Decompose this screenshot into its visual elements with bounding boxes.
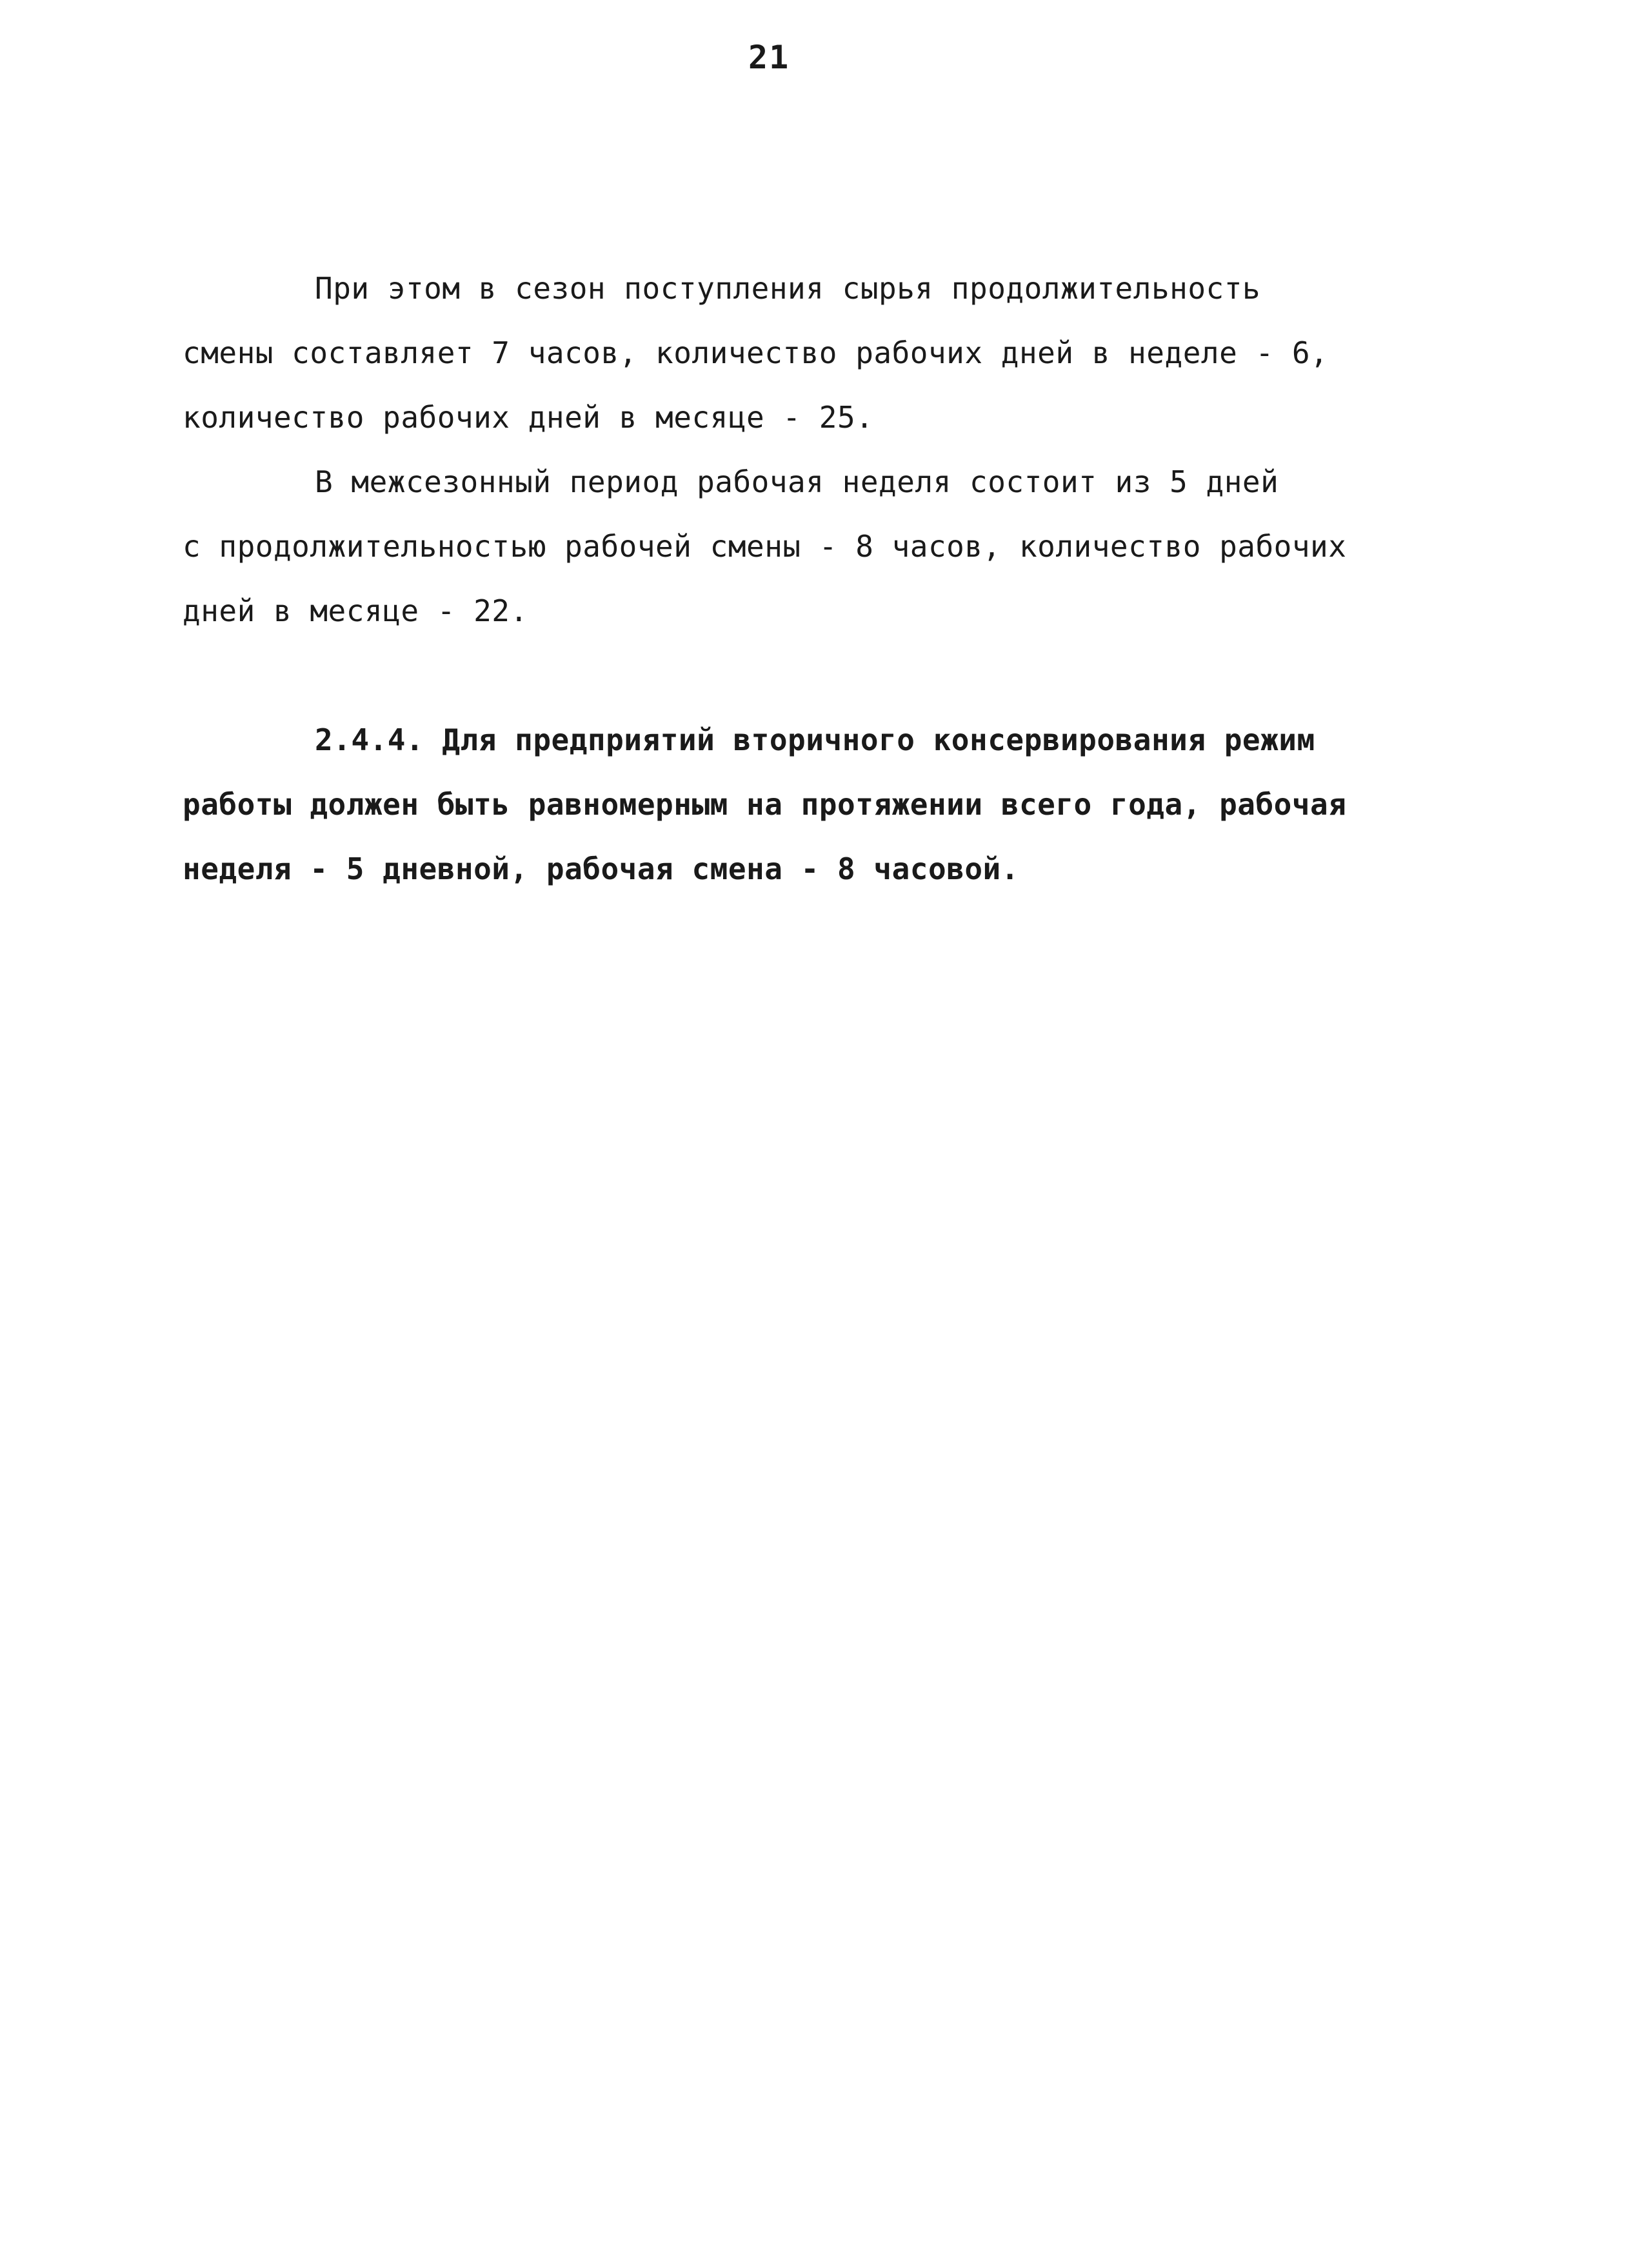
paragraph-line: В межсезонный период рабочая неделя состоит из 5 дней [315,464,1279,499]
paragraph-line: с продолжительностью рабочей смены - 8 часов, количество рабочих [183,529,1347,564]
page-number: 21 [748,39,790,76]
paragraph-line: 2.4.4. Для предприятий вторичного консервирования режим [315,722,1315,757]
paragraph-line: количество рабочих дней в месяце - 25. [183,400,874,435]
paragraph-line: работы должен быть равномерным на протяжении всего года, рабочая [183,787,1347,822]
paragraph-line: неделя - 5 дневной, рабочая смена - 8 часовой. [183,851,1019,886]
paragraph-line: дней в месяце - 22. [183,593,528,628]
paragraph-line: При этом в сезон поступления сырья продолжительность [315,271,1261,306]
paragraph-line: смены составляет 7 часов, количество рабочих дней в неделе - 6, [183,335,1329,370]
